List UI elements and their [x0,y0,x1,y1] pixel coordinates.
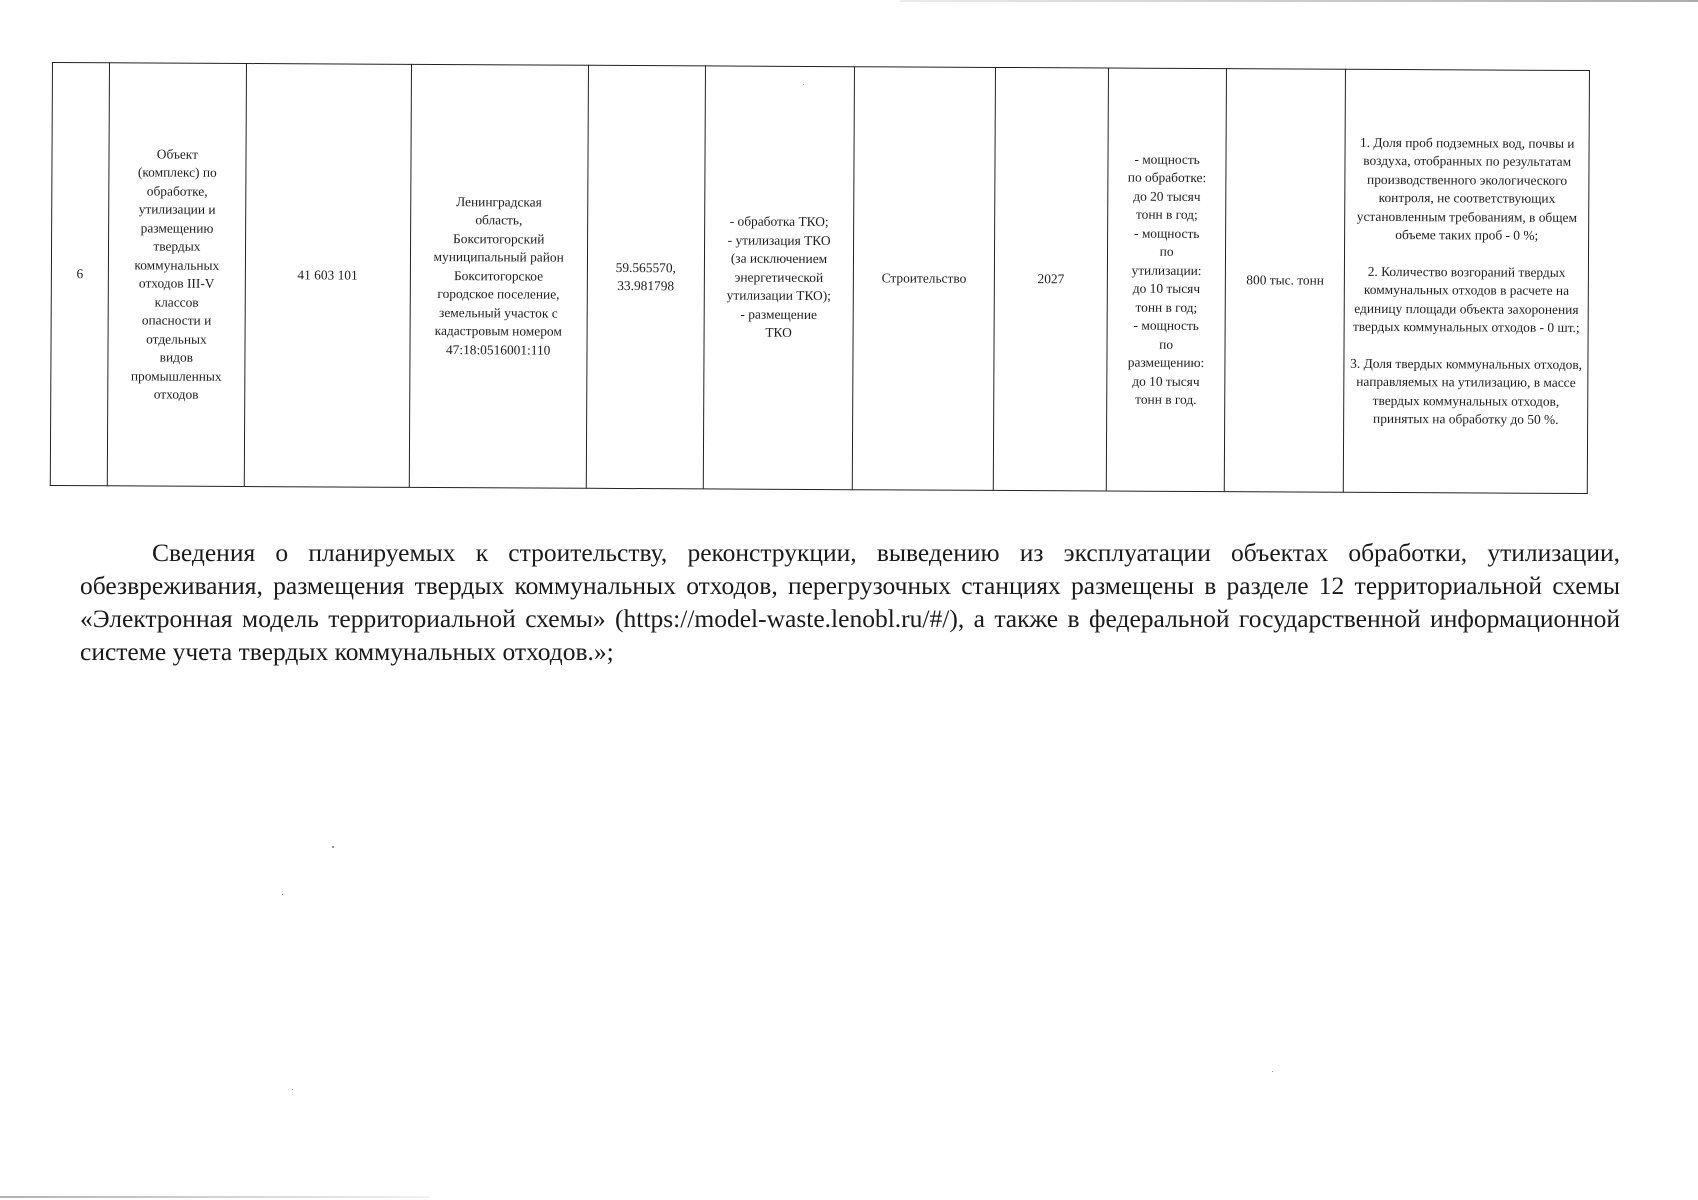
scan-speck [332,846,334,848]
info-paragraph: Сведения о планируемых к строительству, реконструкции, выведению из эксплуатации объектах обработки, утилизации, обезвреживания, размещения твердых коммунальных отходов, перегрузочных станциях размещены в разделе 12 территориальной схемы «Электронная модель территориальной схемы» (https://model-waste.lenobl.ru/#/), а также в федеральной государственной информационной системе учета твердых коммунальных отходов.»; [80,537,1620,666]
object-capacity: 800 тыс. тонн [1246,272,1324,288]
object-stage: Строительство [881,270,967,286]
cell-object-name [107,63,246,487]
scan-edge-top [900,0,1698,2]
oktmo-code: 41 603 101 [297,267,358,283]
indicator-item: 1. Доля проб подземных вод, почвы и воздуха, отобранных по результатам производственного экологического контроля, не соответствующих установленным требованиям, в общем объеме таких проб - 0 %; [1356,134,1578,243]
cell-oktmo [244,64,411,488]
cell-row-number [50,63,109,486]
object-address: Ленинградская область, Бокситогорский муниципальный район Бокситогорское городское поселение, земельный участок с кадастровым номером 47:18:0516001:110 [433,193,564,358]
object-power: - мощность по обработке: до 20 тысяч тонн в год; - мощность по утилизации: до 10 тысяч тонн в год; - мощность по размещению: до 10 тысяч тонн в год. [1127,151,1207,407]
cell-activity [703,66,854,490]
cell-stage [852,67,995,491]
scan-speck [1272,1071,1273,1072]
waste-objects-table [50,62,1590,494]
object-name: Объект (комплекс) по обработке, утилизации и размещению твердых коммунальных отходов III-V классов опасности и отдельных видов промышленных отходов [130,146,222,402]
row-number: 6 [76,265,84,281]
cell-capacity [1224,69,1345,493]
cell-address [409,64,588,488]
cell-indicators [1344,69,1590,493]
cell-coordinates [586,65,705,489]
object-year: 2027 [1037,270,1065,287]
table-row [50,63,1589,494]
indicator-item: 2. Количество возгораний твердых коммунальных отходов в расчете на единицу площади объекта захоронения твердых коммунальных отходов - 0 шт.; [1352,263,1580,336]
scan-edge-bottom [0,1196,430,1198]
object-activity: - обработка ТКО; - утилизация ТКО (за исключением энергетической утилизации ТКО); - размещение ТКО [726,213,831,341]
indicator-item: 3. Доля твердых коммунальных отходов, направляемых на утилизацию, в массе твердых коммунальных отходов, принятых на обработку до 50 %. [1350,355,1583,427]
object-coordinates: 59.565570, 33.981798 [615,259,676,294]
cell-year [993,67,1108,491]
cell-power [1106,68,1226,492]
scan-speck [292,1089,293,1090]
scan-speck [282,894,283,895]
